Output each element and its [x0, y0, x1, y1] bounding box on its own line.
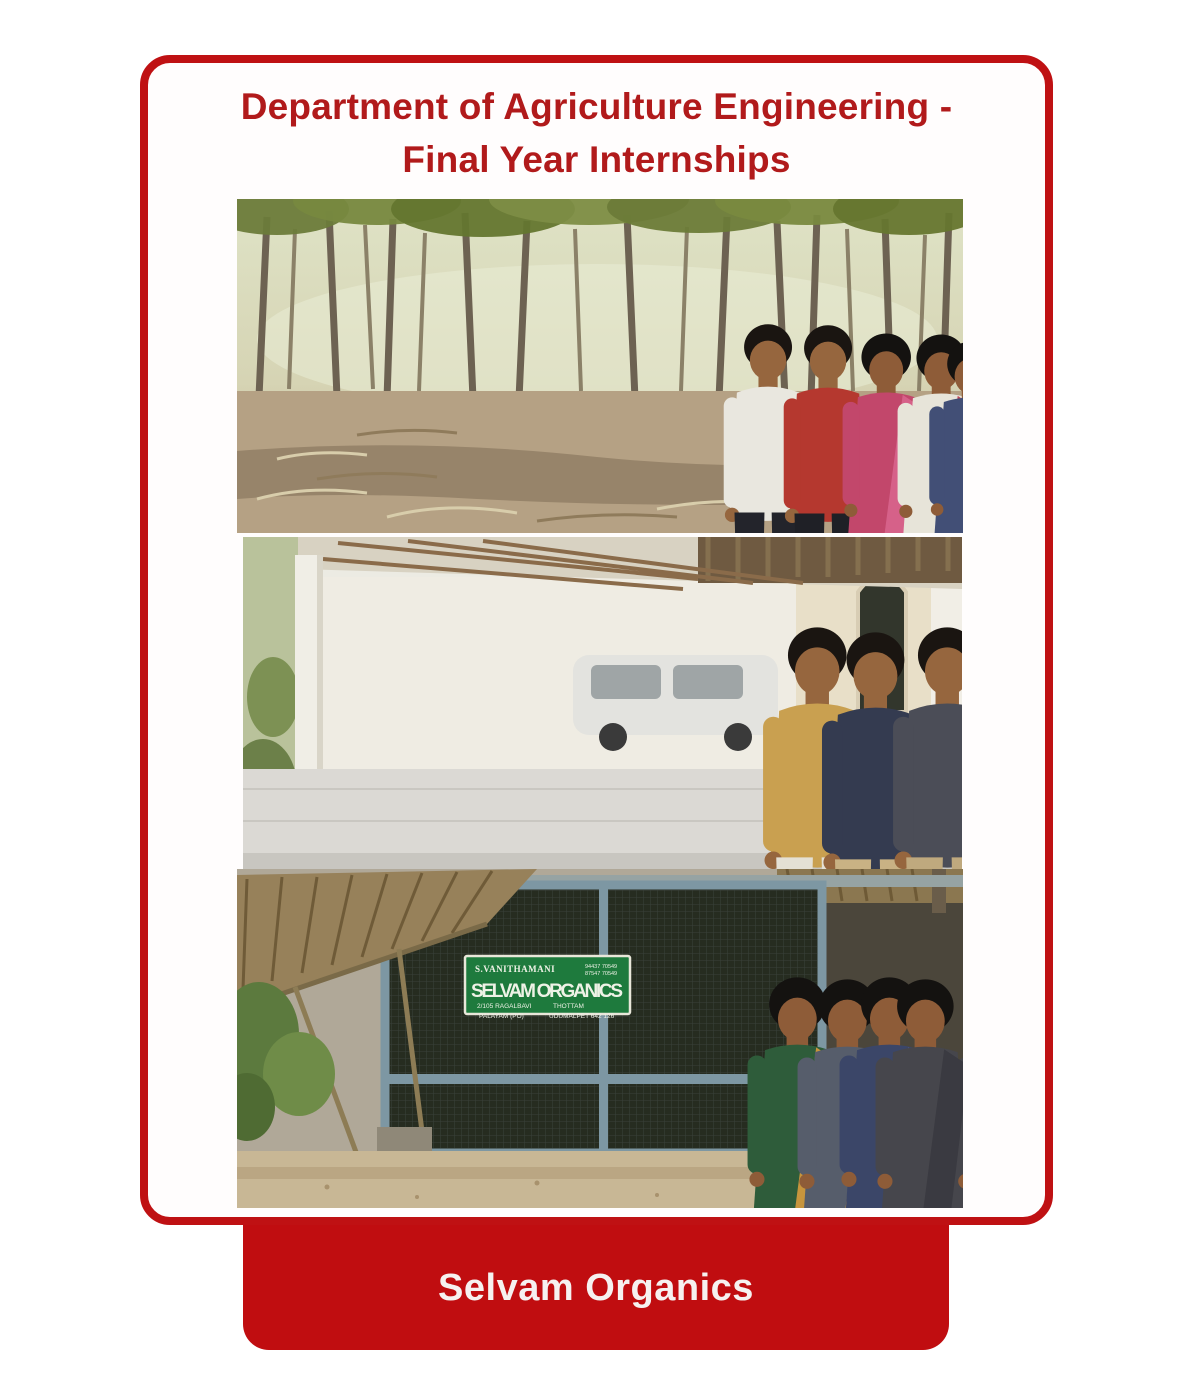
sign-phone2: 87547 70549 [585, 971, 618, 977]
sign-name: SELVAM ORGANICS [471, 981, 623, 1002]
page-title [148, 63, 1045, 186]
page-title-line1: Department of Agriculture Engineering - [240, 86, 953, 127]
sign-addr-left2: PALAYAM (PO) [479, 1013, 524, 1020]
photo-selvam-organics-gate [237, 869, 963, 1208]
selvam-organics-sign [465, 956, 630, 1020]
sign-owner: S.VANITHAMANI [475, 964, 556, 974]
photo-coconut-grove [237, 199, 963, 533]
sign-addr-right1: THOTTAM [553, 1003, 584, 1010]
sign-addr-left1: 2/105 RAGALBAVI [477, 1003, 532, 1010]
company-banner-label: Selvam Organics [438, 1266, 754, 1309]
sign-phone1: 94437 70549 [585, 964, 618, 970]
photo-veranda-group [243, 537, 962, 869]
page-title-line2: Final Year Internships [402, 138, 791, 180]
sign-addr-right2: UDUMALPET 642 126 [549, 1013, 615, 1020]
company-banner [243, 1218, 949, 1350]
internship-card [140, 55, 1053, 1225]
